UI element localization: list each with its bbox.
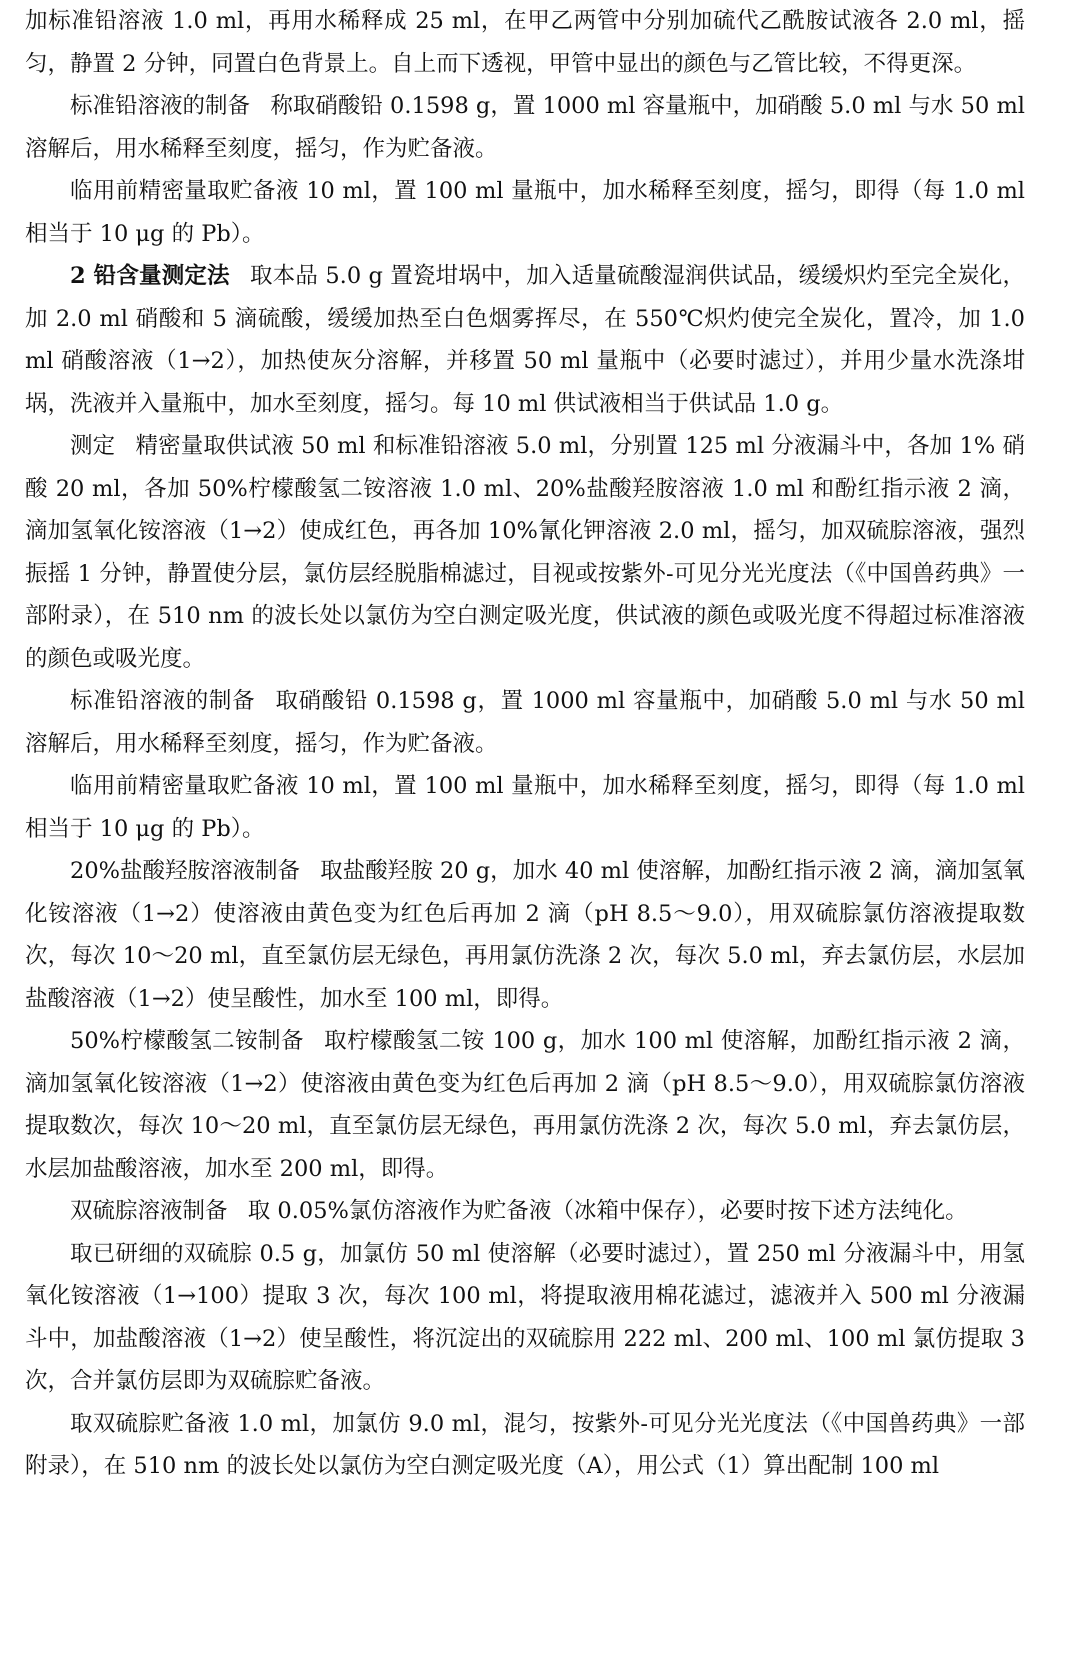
paragraph-standard-lead-solution-2 xyxy=(25,680,1025,765)
paragraph-text: 取本品 5.0 g 置瓷坩埚中，加入适量硫酸湿润供试品，缓缓炽灼至完全炭化，加 2.0 ml 硝酸和 5 滴硫酸，缓缓加热至白色烟雾挥尽，在 550℃炽灼使完全炭化，置冷，加 1.0 ml 硝酸溶液（1→2），加热使灰分溶解，并移置 50 ml 量瓶中（必要时滤过），并用少量水洗涤坩埚，洗液并入量瓶中，加水至刻度，摇匀。每 10 ml 供试液相当于供试品 1.0 g。 xyxy=(25,263,1025,417)
paragraph-continuation xyxy=(25,0,1025,85)
paragraph-dithizone-solution xyxy=(25,1190,1025,1233)
paragraph-section-2 xyxy=(25,255,1025,425)
paragraph-dithizone-purification xyxy=(25,1233,1025,1403)
paragraph-label: 20%盐酸羟胺溶液制备 xyxy=(70,858,301,884)
paragraph-text: 取双硫腙贮备液 1.0 ml，加氯仿 9.0 ml，混匀，按紫外-可见分光光度法（《中国兽药典》一部附录），在 510 nm 的波长处以氯仿为空白测定吸光度（A），用公式（1）算出配制 100 ml xyxy=(25,1410,1025,1479)
paragraph-text: 加标准铅溶液 1.0 ml，再用水稀释成 25 ml，在甲乙两管中分别加硫代乙酰胺试液各 2.0 ml，摇匀，静置 2 分钟，同置白色背景上。自上而下透视，甲管中显出的颜色与乙管比较，不得更深。 xyxy=(25,8,1025,77)
paragraph-label: 50%柠檬酸氢二铵制备 xyxy=(70,1028,304,1054)
section-heading: 2 铅含量测定法 xyxy=(70,263,230,289)
paragraph-determination xyxy=(25,425,1025,680)
paragraph-text: 称取硝酸铅 0.1598 g，置 1000 ml 容量瓶中，加硝酸 5.0 ml 与水 50 ml 溶解后，用水稀释至刻度，摇匀，作为贮备液。 xyxy=(25,93,1025,162)
paragraph-dilution xyxy=(25,170,1025,255)
paragraph-text: 取已研细的双硫腙 0.5 g，加氯仿 50 ml 使溶解（必要时滤过），置 250 ml 分液漏斗中，用氢氧化铵溶液（1→100）提取 3 次，每次 100 ml，将提取液用棉花滤过，滤液并入 500 ml 分液漏斗中，加盐酸溶液（1→2）使呈酸性，将沉淀出的双硫腙用 222 ml、200 ml、100 ml 氯仿提取 3 次，合并氯仿层即为双硫腙贮备液。 xyxy=(25,1240,1025,1394)
paragraph-text: 临用前精密量取贮备液 10 ml，置 100 ml 量瓶中，加水稀释至刻度，摇匀，即得（每 1.0 ml 相当于 10 μg 的 Pb）。 xyxy=(25,773,1025,842)
paragraph-label: 测定 xyxy=(70,433,116,459)
paragraph-dithizone-absorbance xyxy=(25,1403,1025,1488)
paragraph-text: 临用前精密量取贮备液 10 ml，置 100 ml 量瓶中，加水稀释至刻度，摇匀，即得（每 1.0 ml 相当于 10 μg 的 Pb）。 xyxy=(25,178,1025,247)
paragraph-standard-lead-solution xyxy=(25,85,1025,170)
paragraph-text: 取硝酸铅 0.1598 g，置 1000 ml 容量瓶中，加硝酸 5.0 ml 与水 50 ml 溶解后，用水稀释至刻度，摇匀，作为贮备液。 xyxy=(25,688,1025,757)
paragraph-label: 标准铅溶液的制备 xyxy=(70,93,251,119)
paragraph-dilution-2 xyxy=(25,765,1025,850)
paragraph-label: 标准铅溶液的制备 xyxy=(70,688,256,714)
paragraph-label: 双硫腙溶液制备 xyxy=(70,1198,228,1224)
paragraph-text: 取 0.05%氯仿溶液作为贮备液（冰箱中保存），必要时按下述方法纯化。 xyxy=(247,1198,968,1224)
paragraph-text: 取柠檬酸氢二铵 100 g，加水 100 ml 使溶解，加酚红指示液 2 滴，滴加氢氧化铵溶液（1→2）使溶液由黄色变为红色后再加 2 滴（pH 8.5～9.0），用双硫腙氯仿溶液提取数次，每次 10～20 ml，直至氯仿层无绿色，再用氯仿洗涤 2 次，每次 5.0 ml，弃去氯仿层，水层加盐酸溶液，加水至 200 ml，即得。 xyxy=(25,1028,1025,1182)
paragraph-text: 精密量取供试液 50 ml 和标准铅溶液 5.0 ml，分别置 125 ml 分液漏斗中，各加 1% 硝酸 20 ml，各加 50%柠檬酸氢二铵溶液 1.0 ml、20%盐酸羟胺溶液 1.0 ml 和酚红指示液 2 滴，滴加氢氧化铵溶液（1→2）使成红色，再各加 10%氰化钾溶液 2.0 ml，摇匀，加双硫腙溶液，强烈振摇 1 分钟，静置使分层，氯仿层经脱脂棉滤过，目视或按紫外-可见分光光度法（《中国兽药典》一部附录），在 510 nm 的波长处以氯仿为空白测定吸光度，供试液的颜色或吸光度不得超过标准溶液的颜色或吸光度。 xyxy=(25,433,1025,672)
paragraph-hydroxylamine-solution xyxy=(25,850,1025,1020)
paragraph-text: 取盐酸羟胺 20 g，加水 40 ml 使溶解，加酚红指示液 2 滴，滴加氢氧化铵溶液（1→2）使溶液由黄色变为红色后再加 2 滴（pH 8.5～9.0），用双硫腙氯仿溶液提取数次，每次 10～20 ml，直至氯仿层无绿色，再用氯仿洗涤 2 次，每次 5.0 ml，弃去氯仿层，水层加盐酸溶液（1→2）使呈酸性，加水至 100 ml，即得。 xyxy=(25,858,1025,1012)
document-page xyxy=(25,0,1025,1657)
paragraph-ammonium-citrate xyxy=(25,1020,1025,1190)
